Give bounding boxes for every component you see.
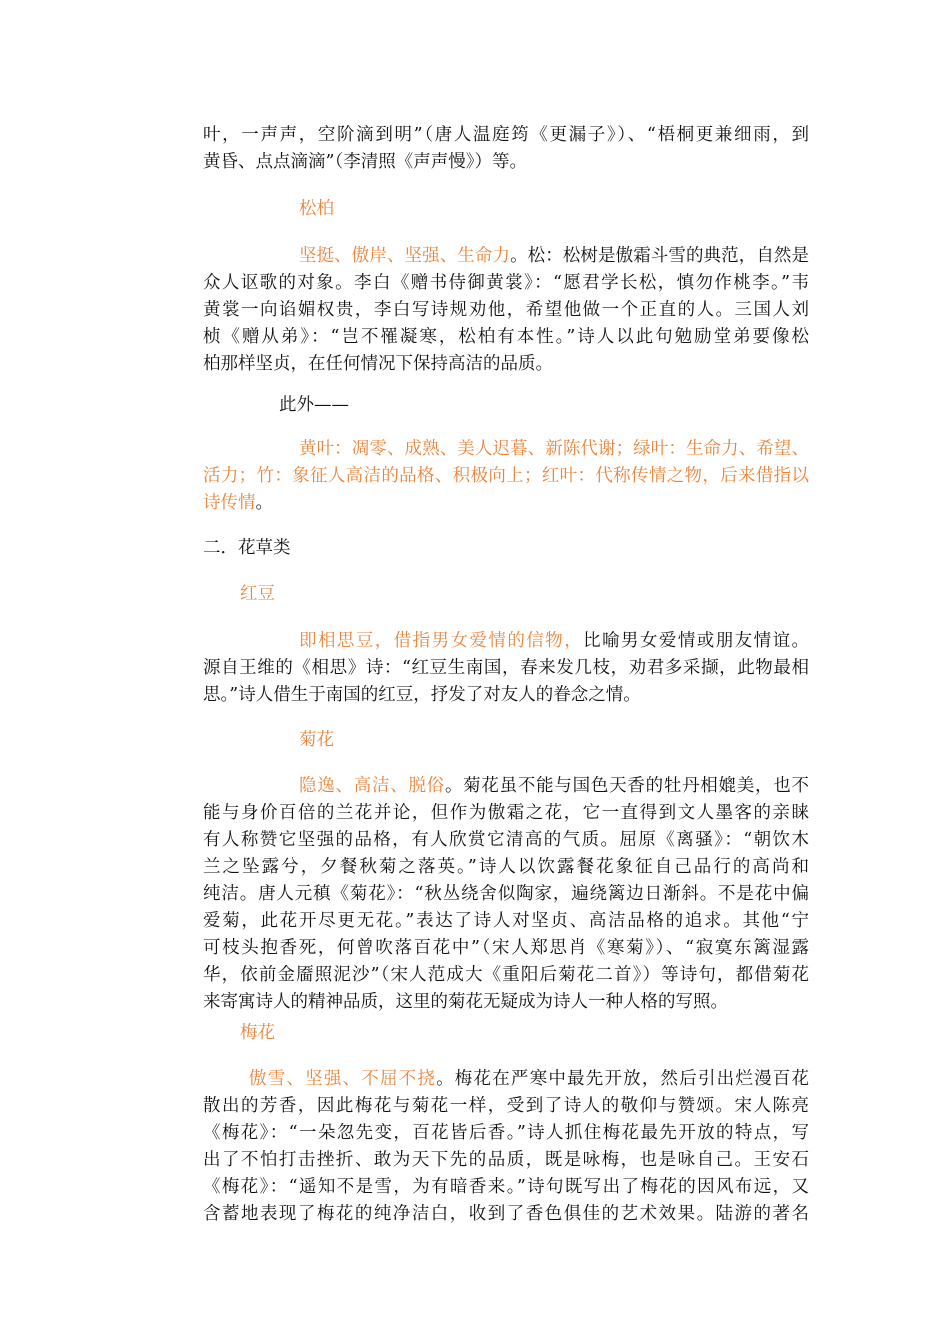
text-line: 华，依前金靥照泥沙”（宋人范成大《重阳后菊花二首》）等诗句，都借菊花: [203, 965, 809, 985]
heading-juhua: 菊花: [299, 730, 334, 750]
highlight-text: 诗传情: [203, 493, 256, 513]
text-line: 桢《赠从弟》：“岂不罹凝寒，松柏有本性。”诗人以此句勉励堂弟要像松: [203, 327, 809, 347]
intro-paragraph: [203, 122, 809, 176]
text-span: 。菊花虽不能与国色天香的牡丹相媲美，也不: [444, 776, 810, 796]
text-line: 源自王维的《相思》诗：“红豆生南国，春来发几枝，劝君多采撷，此物最相: [203, 658, 809, 678]
text-line: 爱菊，此花开尽更无花。”表达了诗人对坚贞、高洁品格的追求。其他“宁: [203, 911, 809, 931]
heading-songbai: 松柏: [299, 199, 334, 219]
text-line: [203, 490, 809, 517]
text-line: 有人称赞它坚强的品格，有人欣赏它清高的气质。屈原《离骚》：“朝饮木: [203, 830, 809, 850]
meihua-paragraph: [203, 1066, 809, 1228]
text-line: 黄叶：凋零、成熟、美人迟暮、新陈代谢；绿叶：生命力、希望、: [299, 439, 809, 459]
text-line: 《梅花》：“遥知不是雪，为有暗香来。”诗句既写出了梅花的因风布远，又: [203, 1177, 809, 1197]
highlight-text: 傲雪、坚强、不屈不挠: [249, 1069, 437, 1089]
text-line: 思。”诗人借生于南国的红豆，抒发了对友人的眷念之情。: [203, 685, 641, 705]
text-span: 。松：松树是傲霜斗雪的典范，自然是: [510, 246, 810, 266]
ciwai-label: 此外——: [279, 395, 349, 415]
juhua-paragraph: [203, 773, 809, 1016]
text-span: 。: [255, 493, 273, 513]
text-line: 黄昏、点点滴滴”（李清照《声声慢》）等。: [203, 152, 527, 172]
text-line: 散出的芳香，因此梅花与菊花一样，受到了诗人的敬仰与赞颂。宋人陈亮: [203, 1096, 809, 1116]
text-line: [203, 1066, 809, 1093]
text-line: 众人讴歌的对象。李白《赠书侍御黄裳》：“愿君学长松，慎勿作桃李。”韦: [203, 273, 809, 293]
ciwai-paragraph: [203, 436, 809, 517]
heading-hongdou: 红豆: [240, 584, 275, 604]
highlight-text: 坚挺、傲岸、坚强、生命力: [299, 246, 511, 266]
text-line: [203, 773, 809, 800]
text-line: 能与身价百倍的兰花并论，但作为傲霜之花，它一直得到文人墨客的亲睐: [203, 803, 809, 823]
text-line: 出了不怕打击挫折、敢为天下先的品质，既是咏梅，也是咏自己。王安石: [203, 1150, 809, 1170]
highlight-text: 即相思豆，借指男女爱情的信物，: [299, 631, 584, 651]
text-line: 《梅花》：“一朵忽先变，百花皆后香。”诗人抓住梅花最先开放的特点，写: [203, 1123, 809, 1143]
text-line: 黄裳一向谄媚权贵，李白写诗规劝他，希望他做一个正直的人。三国人刘: [203, 300, 809, 320]
heading-meihua: 梅花: [240, 1023, 275, 1043]
section-heading: 二．花草类: [203, 538, 291, 558]
text-line: [203, 628, 809, 655]
text-line: 兰之坠露兮，夕餐秋菊之落英。”诗人以饮露餐花象征自己品行的高尚和: [203, 857, 809, 877]
text-line: 可枝头抱香死，何曾吹落百花中”（宋人郑思肖《寒菊》）、“寂寞东篱湿露: [203, 938, 809, 958]
songbai-paragraph: [203, 243, 809, 378]
text-span: 。梅花在严寒中最先开放，然后引出烂漫百花: [436, 1069, 810, 1089]
text-line: 含蓄地表现了梅花的纯净洁白，收到了香色俱佳的艺术效果。陆游的著名: [203, 1204, 809, 1224]
text-span: 比喻男女爱情或朋友情谊。: [583, 631, 810, 651]
highlight-text: 隐逸、高洁、脱俗: [299, 776, 445, 796]
text-line: 来寄寓诗人的精神品质，这里的菊花无疑成为诗人一种人格的写照。: [203, 992, 728, 1012]
hongdou-paragraph: [203, 628, 809, 709]
text-line: 活力；竹：象征人高洁的品格、积极向上；红叶：代称传情之物，后来借指以: [203, 466, 809, 486]
text-line: 柏那样坚贞，在任何情况下保持高洁的品质。: [203, 354, 553, 374]
text-line: 纯洁。唐人元稹《菊花》：“秋丛绕舍似陶家，遍绕篱边日渐斜。不是花中偏: [203, 884, 809, 904]
text-line: 叶，一声声，空阶滴到明”（唐人温庭筠《更漏子》）、“梧桐更兼细雨，到: [203, 125, 809, 145]
text-line: [203, 243, 809, 270]
